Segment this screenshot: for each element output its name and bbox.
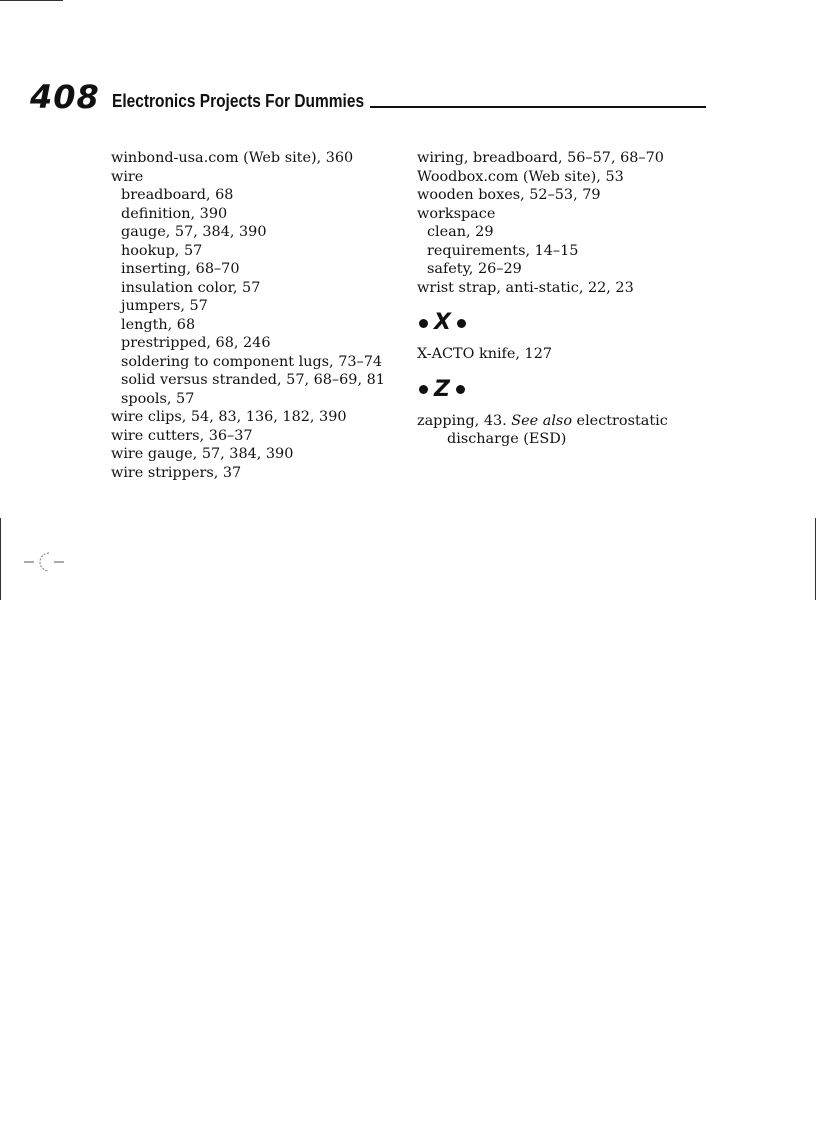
index-subentry: prestripped, 68, 246 <box>121 335 271 351</box>
index-subentry: definition, 390 <box>121 205 228 222</box>
registration-mark-icon <box>24 548 68 576</box>
index-subentry: insulation color, 57 <box>121 279 261 296</box>
index-entry <box>417 412 717 431</box>
index-entry-continuation: discharge (ESD) <box>447 431 567 447</box>
index-subentry: soldering to component lugs, 73–74 <box>121 353 383 370</box>
book-title: Electronics Projects For Dummies <box>112 91 365 111</box>
index-entry: wire <box>111 168 144 185</box>
index-entry: wire gauge, 57, 384, 390 <box>111 446 294 462</box>
index-subentry: solid versus stranded, 57, 68–69, 81 <box>121 372 385 388</box>
index-subentry: safety, 26–29 <box>427 261 522 277</box>
index-subentry: spools, 57 <box>121 390 195 407</box>
page-number: 408 <box>30 78 100 116</box>
index-column-left <box>111 149 406 482</box>
index-column-right <box>417 149 717 449</box>
bullet-icon <box>457 319 466 328</box>
index-subentry: requirements, 14–15 <box>427 242 579 259</box>
index-subentry: inserting, 68–70 <box>121 261 240 277</box>
index-entry: wiring, breadboard, 56–57, 68–70 <box>417 150 664 166</box>
index-entry: winbond-usa.com (Web site), 360 <box>111 150 354 166</box>
index-entry: wire cutters, 36–37 <box>111 427 253 444</box>
see-also-reference: See also <box>511 412 572 429</box>
index-subentry: breadboard, 68 <box>121 187 234 203</box>
index-subentry: length, 68 <box>121 316 196 333</box>
bullet-icon <box>419 385 428 394</box>
index-subentry: hookup, 57 <box>121 242 203 259</box>
header-rule <box>370 106 706 108</box>
index-subentry: clean, 29 <box>427 224 494 240</box>
bullet-icon <box>419 319 428 328</box>
crop-mark-left <box>0 518 1 600</box>
index-subentry: gauge, 57, 384, 390 <box>121 224 267 240</box>
section-heading-z <box>417 376 717 404</box>
bullet-icon <box>456 385 465 394</box>
index-entry: wooden boxes, 52–53, 79 <box>417 187 601 203</box>
index-entry: Woodbox.com (Web site), 53 <box>417 168 624 185</box>
crop-mark-top <box>0 0 63 1</box>
index-entry: wire strippers, 37 <box>111 464 242 481</box>
index-entry: wire clips, 54, 83, 136, 182, 390 <box>111 409 347 425</box>
index-entry: X-ACTO knife, 127 <box>417 346 553 362</box>
index-entry: wrist strap, anti-static, 22, 23 <box>417 279 634 296</box>
entry-text: electrostatic <box>571 412 668 429</box>
entry-text: zapping, 43. <box>417 412 512 429</box>
section-heading-x <box>417 309 717 337</box>
index-subentry: jumpers, 57 <box>121 298 208 314</box>
section-letter: Z <box>434 376 450 402</box>
index-entry: workspace <box>417 205 496 222</box>
section-letter: X <box>434 310 451 335</box>
